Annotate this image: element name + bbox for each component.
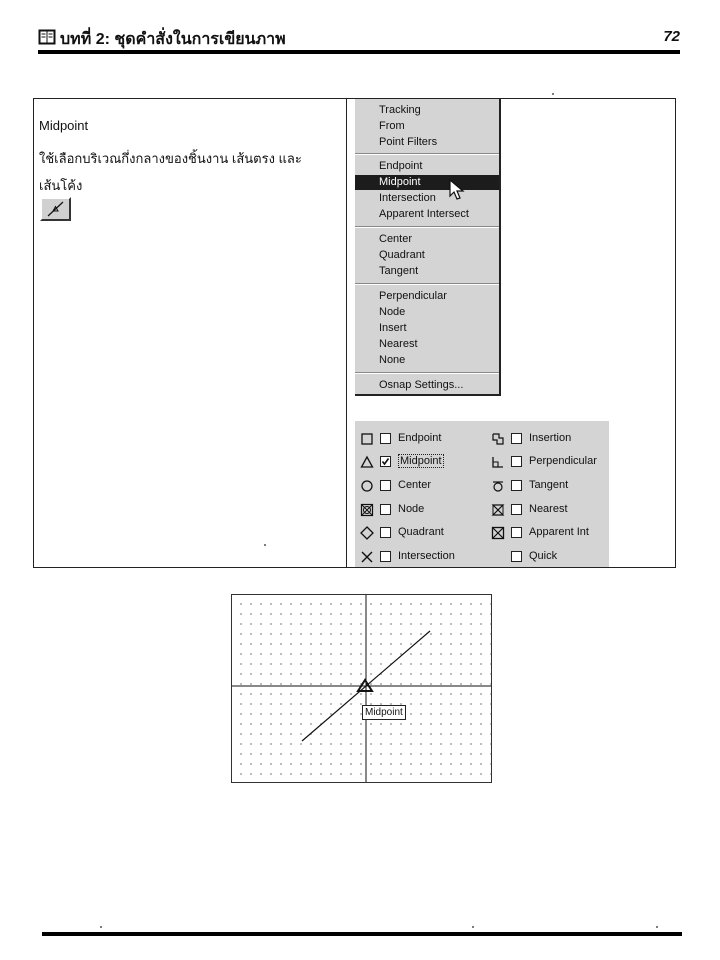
checkbox-quadrant[interactable] [380,527,391,538]
checkbox-perpendicular[interactable] [511,456,522,467]
osnap-option-label: Intersection [398,550,455,562]
osnap-option-tangent[interactable] [491,478,611,494]
osnap-option-label: Midpoint [400,455,442,467]
menu-separator [355,283,499,285]
checkbox-tangent[interactable] [511,480,522,491]
osnap-option-label: Insertion [529,432,572,444]
checkmark-icon [381,457,390,466]
menu-item-none[interactable]: None [379,354,406,366]
section-title: Midpoint [39,118,89,133]
checkbox-node[interactable] [380,504,391,515]
osnap-option-insertion[interactable] [491,431,611,447]
checkbox-midpoint[interactable] [380,456,391,467]
osnap-option-perpendicular[interactable] [491,454,611,470]
tangent-marker-icon [491,479,505,493]
page-header [38,26,680,50]
menu-separator [355,372,499,374]
osnap-option-label: Node [398,503,425,515]
menu-item-insert[interactable]: Insert [379,322,407,334]
menu-item-perpendicular[interactable]: Perpendicular [379,290,447,302]
midpoint-tool-button[interactable] [40,197,71,221]
perpendicular-marker-icon [491,455,505,469]
menu-item-osnap-settings[interactable]: Osnap Settings... [379,379,464,391]
snap-midpoint-icon [42,199,69,219]
osnap-option-intersection[interactable] [360,549,480,565]
osnap-option-quick[interactable] [491,549,611,565]
x-marker-icon [360,550,374,564]
menu-item-center[interactable]: Center [379,233,413,245]
menu-item-node[interactable]: Node [379,306,406,318]
menu-item-tracking[interactable]: Tracking [379,104,421,116]
mouse-pointer-icon [449,179,465,201]
print-speck [552,93,554,95]
footer-rule [42,932,682,936]
page-number: 72 [663,28,680,45]
triangle-marker-icon [360,455,374,469]
osnap-option-center[interactable] [360,478,480,494]
osnap-option-quadrant[interactable] [360,525,480,541]
hourglass-marker-icon [491,503,505,517]
menu-separator [355,226,499,228]
menu-item-midpoint[interactable]: Midpoint [355,175,499,190]
checkbox-apparent-int[interactable] [511,527,522,538]
book-chapter-icon [38,29,56,45]
print-speck [472,926,474,928]
osnap-option-label: Perpendicular [529,455,597,467]
checkbox-intersection[interactable] [380,551,391,562]
checkbox-nearest[interactable] [511,504,522,515]
osnap-option-label: Tangent [529,479,569,491]
osnap-option-midpoint[interactable] [360,454,480,470]
osnap-option-label: Apparent Int [529,526,589,538]
menu-item-quadrant[interactable]: Quadrant [379,249,425,261]
content-table [33,98,676,568]
osnap-option-nearest[interactable] [491,502,611,518]
apparent-int-marker-icon [491,526,505,540]
osnap-option-label: Center [398,479,432,491]
osnap-option-label: Quick [529,550,558,562]
osnap-option-label: Nearest [529,503,568,515]
osnap-option-label: Quadrant [398,526,444,538]
menu-item-endpoint[interactable]: Endpoint [379,160,423,172]
menu-separator [355,153,499,155]
checkbox-center[interactable] [380,480,391,491]
header-rule [38,50,680,54]
osnap-option-node[interactable] [360,502,480,518]
section-description: ใช้เลือกบริเวณกึ่งกลางของชิ้นงาน เส้นตรง และ เส้นโค้ง [39,151,302,193]
menu-item-tangent[interactable]: Tangent [379,265,419,277]
menu-item-nearest[interactable]: Nearest [379,338,418,350]
print-speck [656,926,658,928]
checkbox-endpoint[interactable] [380,433,391,444]
osnap-option-label: Endpoint [398,432,442,444]
node-marker-icon [360,503,374,517]
menu-item-apparent-intersect[interactable]: Apparent Intersect [379,208,469,220]
checkbox-insertion[interactable] [511,433,522,444]
drawing-area [231,594,492,783]
drawing-canvas [232,595,491,782]
osnap-option-apparent-int[interactable] [491,525,611,541]
square-marker-icon [360,432,374,446]
chapter-title: บทที่ 2: ชุดคำสั่งในการเขียนภาพ [60,31,286,48]
column-divider [346,99,347,567]
osnap-option-endpoint[interactable] [360,431,480,447]
osnap-context-menu [355,99,501,396]
osnap-settings-panel [355,421,609,567]
circle-marker-icon [360,479,374,493]
menu-item-intersection[interactable]: Intersection [379,192,436,204]
diamond-marker-icon [360,526,374,540]
menu-item-from[interactable]: From [379,120,405,132]
print-speck [100,926,102,928]
snap-tooltip: Midpoint [362,705,406,720]
checkbox-quick[interactable] [511,551,522,562]
menu-item-point-filters[interactable]: Point Filters [379,136,438,148]
insertion-marker-icon [491,432,505,446]
